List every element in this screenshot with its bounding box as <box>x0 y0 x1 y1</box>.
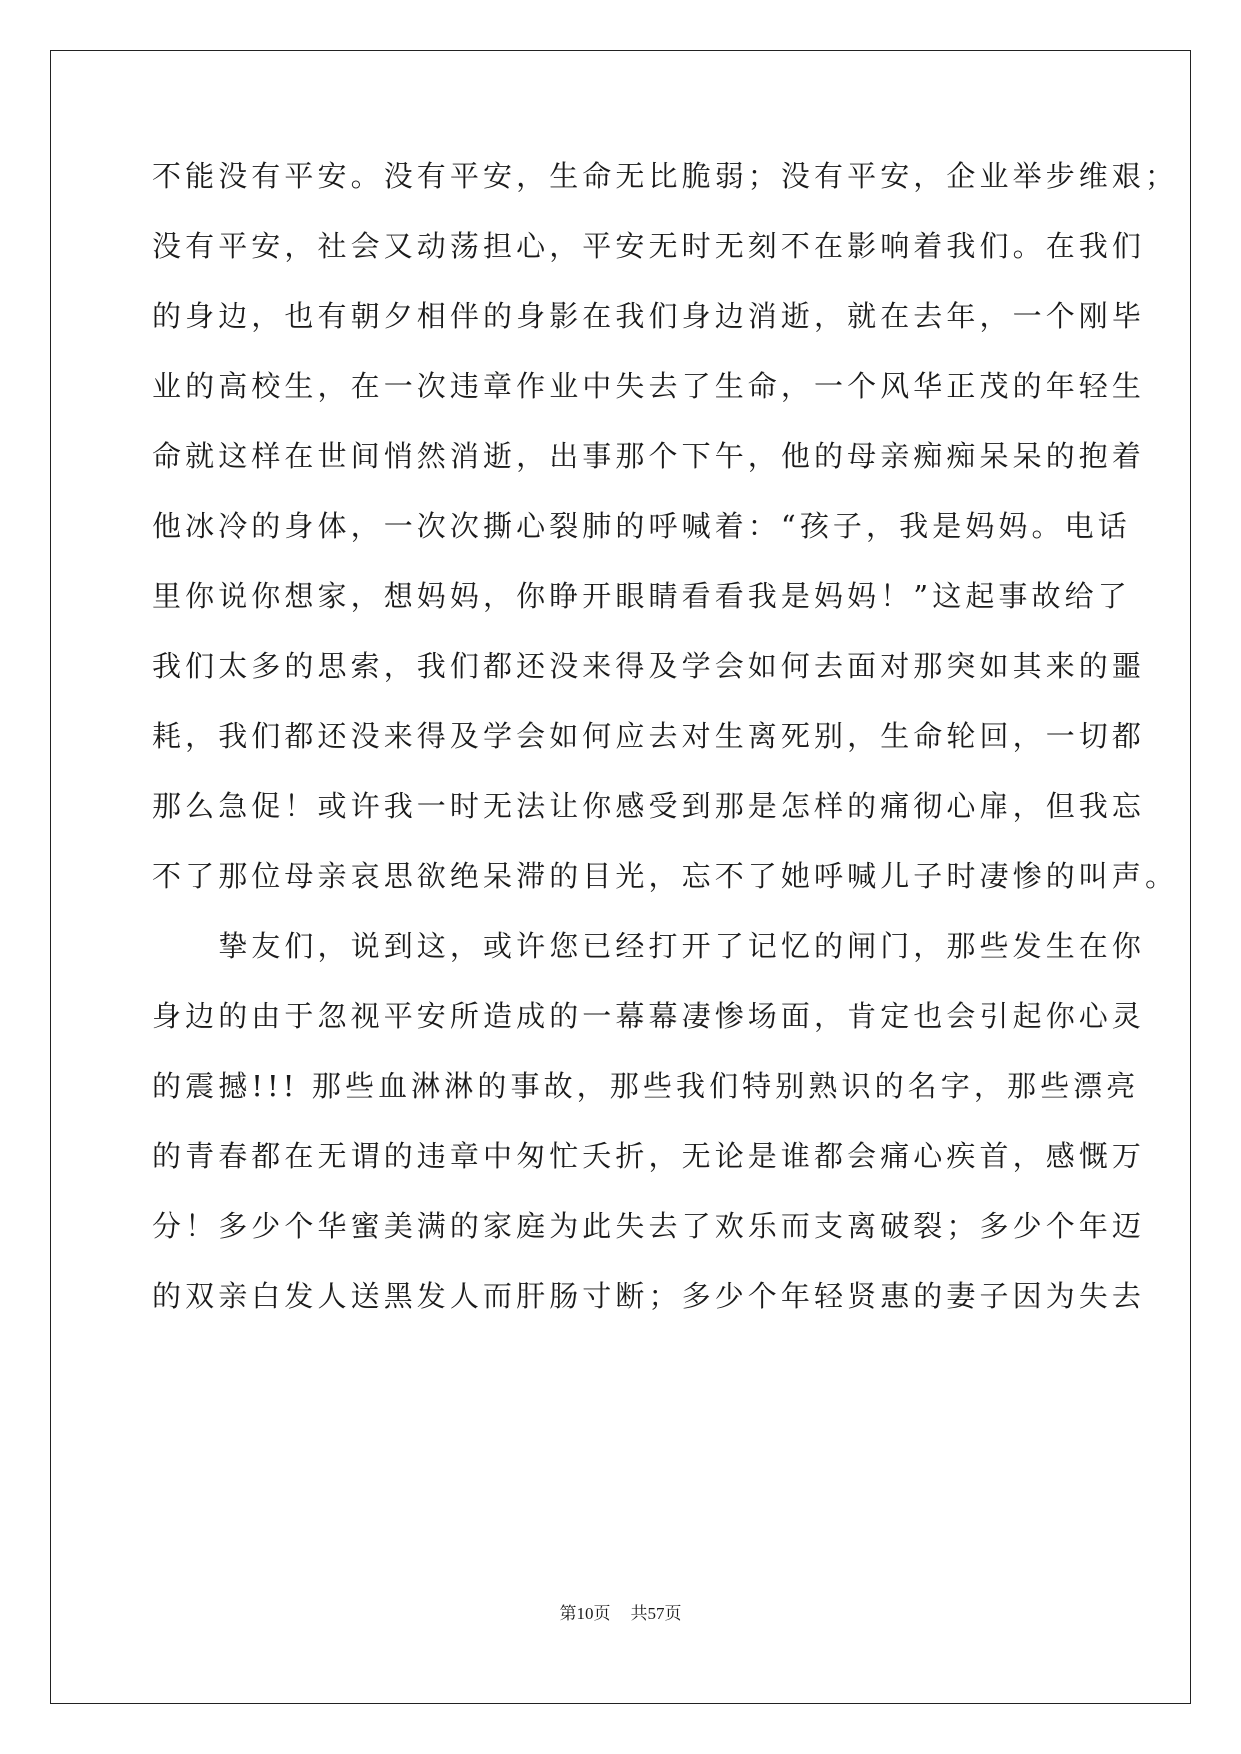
page-footer <box>0 1602 1241 1626</box>
text-line: 的身边，也有朝夕相伴的身影在我们身边消逝，就在去年，一个刚毕 <box>152 299 1146 333</box>
text-line: 业的高校生，在一次违章作业中失去了生命，一个风华正茂的年轻生 <box>152 369 1146 403</box>
page-number: 第10页 <box>559 1604 611 1623</box>
text-line: 没有平安，社会又动荡担心，平安无时无刻不在影响着我们。在我们 <box>152 229 1146 263</box>
text-line: 命就这样在世间悄然消逝，出事那个下午，他的母亲痴痴呆呆的抱着 <box>152 439 1146 473</box>
text-line: 的震撼!!! 那些血淋淋的事故，那些我们特别熟识的名字，那些漂亮 <box>152 1069 1140 1103</box>
text-line: 不了那位母亲哀思欲绝呆滞的目光，忘不了她呼喊儿子时凄惨的叫声。 <box>152 859 1179 893</box>
text-line: 耗，我们都还没来得及学会如何应去对生离死别，生命轮回，一切都 <box>152 719 1146 753</box>
text-line: 身边的由于忽视平安所造成的一幕幕凄惨场面，肯定也会引起你心灵 <box>152 999 1146 1033</box>
text-line: 里你说你想家，想妈妈，你睁开眼睛看看我是妈妈！”这起事故给了 <box>152 579 1131 613</box>
text-line: 不能没有平安。没有平安，生命无比脆弱；没有平安，企业举步维艰； <box>152 159 1179 193</box>
text-line: 他冰冷的身体，一次次撕心裂肺的呼喊着：“孩子，我是妈妈。电话 <box>152 509 1131 543</box>
text-line: 分！多少个华蜜美满的家庭为此失去了欢乐而支离破裂；多少个年迈 <box>152 1209 1146 1243</box>
text-line: 我们太多的思索，我们都还没来得及学会如何去面对那突如其来的噩 <box>152 649 1146 683</box>
text-line: 那么急促！或许我一时无法让你感受到那是怎样的痛彻心扉，但我忘 <box>152 789 1146 823</box>
text-line: 的双亲白发人送黑发人而肝肠寸断；多少个年轻贤惠的妻子因为失去 <box>152 1279 1146 1313</box>
text-line: 的青春都在无谓的违章中匆忙夭折，无论是谁都会痛心疾首，感慨万 <box>152 1139 1146 1173</box>
text-line: 挚友们，说到这，或许您已经打开了记忆的闸门，那些发生在你 <box>152 929 1146 963</box>
total-pages: 共57页 <box>630 1604 682 1623</box>
